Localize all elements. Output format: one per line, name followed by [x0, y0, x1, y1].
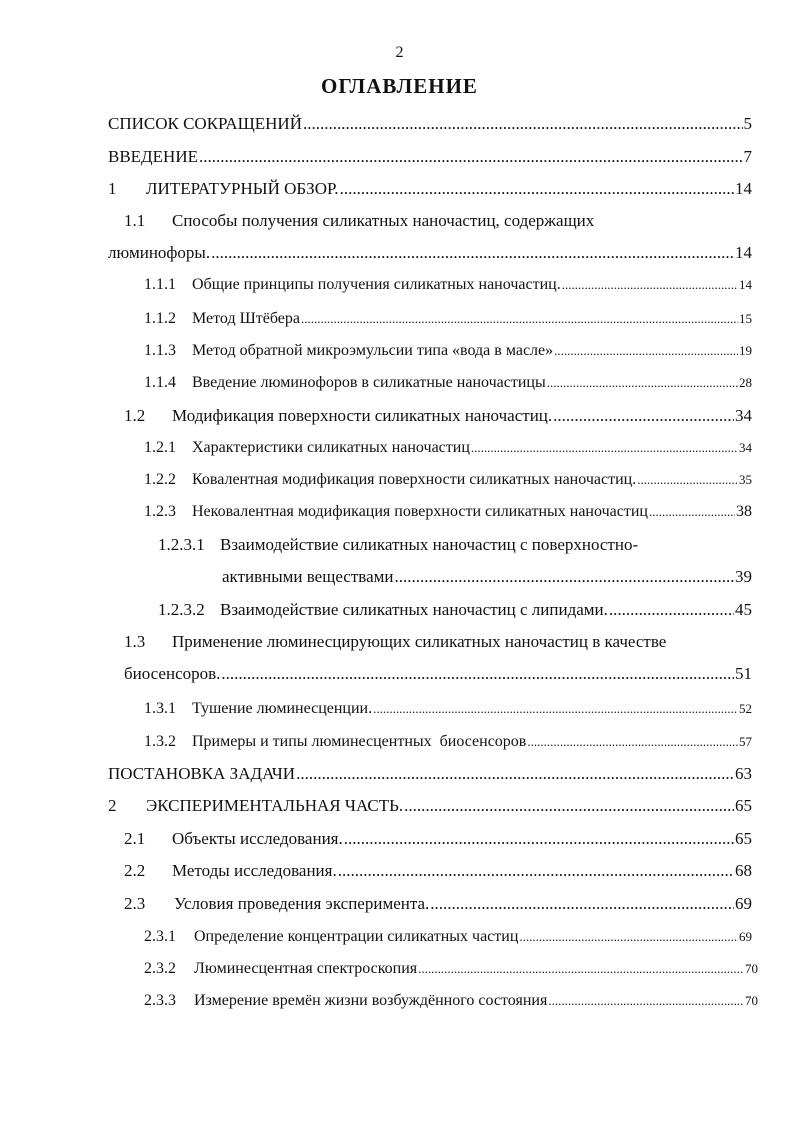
- toc-entry-number: 2.3: [124, 894, 146, 913]
- toc-entry[interactable]: [124, 404, 752, 428]
- toc-entry[interactable]: [108, 145, 752, 169]
- toc-entry-number: 1.2.2: [144, 471, 176, 488]
- toc-entry-number: 1.1: [124, 211, 146, 230]
- toc-leader-dots: [649, 500, 735, 524]
- toc-entry[interactable]: [144, 500, 752, 524]
- toc-entry-number: 1.3: [124, 632, 146, 651]
- toc-leader-dots: [637, 468, 738, 492]
- toc-entry[interactable]: [144, 697, 752, 721]
- toc-entry-text: Модификация поверхности силикатных наночастиц.: [172, 406, 553, 425]
- toc-leader-dots: [554, 339, 738, 363]
- toc-entry-number: 2.3.2: [144, 960, 176, 977]
- toc-entry-page: 38: [736, 503, 752, 520]
- toc-leader-dots: [301, 307, 738, 331]
- toc-entry-text: биосенсоров.: [124, 664, 221, 683]
- toc-entry[interactable]: [144, 730, 752, 754]
- toc-entry-number: 1.2.3.1: [158, 535, 205, 554]
- toc-entry-page: 45: [735, 600, 752, 619]
- toc-entry[interactable]: [144, 273, 752, 297]
- toc-entry-page: 35: [739, 472, 752, 487]
- toc-entry-page: 51: [735, 664, 752, 683]
- toc-entry-number: 1.3.2: [144, 733, 176, 750]
- toc-entry[interactable]: [124, 859, 752, 883]
- toc-entry-page: 69: [735, 894, 752, 913]
- toc-entry-page: 14: [739, 277, 752, 292]
- toc-entry-text: Метод обратной микроэмульсии типа «вода в масле»: [192, 342, 554, 359]
- toc-entry-text: Способы получения силикатных наночастиц, содержащих: [172, 211, 595, 230]
- toc-entry-text: ПОСТАНОВКА ЗАДАЧИ: [108, 764, 296, 783]
- toc-entry-text: Характеристики силикатных наночастиц: [192, 439, 470, 456]
- page-number: 2: [395, 44, 404, 61]
- toc-entry-page: 34: [735, 406, 752, 425]
- toc-entry-page: 14: [735, 179, 752, 198]
- toc-entry-text: СПИСОК СОКРАЩЕНИЙ: [108, 114, 302, 133]
- toc-entry-text: Объекты исследования.: [172, 829, 343, 848]
- toc-entry-page: 28: [739, 375, 752, 390]
- toc-entry-text: Тушение люминесценции.: [192, 700, 373, 717]
- toc-leader-dots: [211, 241, 734, 265]
- toc-entry-text: Примеры и типы люминесцентных биосенсоров: [192, 733, 527, 750]
- toc-leader-dots: [344, 827, 734, 851]
- toc-leader-dots: [303, 112, 743, 136]
- toc-entry[interactable]: [158, 598, 752, 622]
- toc-entry-text: ЛИТЕРАТУРНЫЙ ОБЗОР.: [146, 179, 339, 198]
- toc-entry-text: Применение люминесцирующих силикатных наночастиц в качестве: [172, 632, 667, 651]
- toc-entry-continuation[interactable]: [222, 565, 752, 589]
- toc-entry-text: Нековалентная модификация поверхности силикатных наночастиц: [192, 503, 648, 520]
- toc-leader-dots: [562, 273, 738, 297]
- toc-entry-text: Ковалентная модификация поверхности силикатных наночастиц.: [192, 471, 637, 488]
- toc-entry-number: 1: [108, 179, 117, 198]
- toc-entry[interactable]: [108, 794, 752, 818]
- toc-entry-page: 57: [739, 734, 752, 749]
- toc-leader-dots: [548, 989, 744, 1013]
- toc-entry-page: 70: [745, 961, 758, 976]
- toc-entry-text: Условия проведения эксперимента.: [174, 894, 430, 913]
- toc-entry-text: ВВЕДЕНИЕ: [108, 147, 198, 166]
- toc-entry[interactable]: [144, 957, 758, 981]
- toc-entry-number: 1.1.3: [144, 342, 176, 359]
- toc-entry-number: 1.2.3: [144, 503, 176, 520]
- toc-entry[interactable]: [158, 533, 752, 557]
- toc-leader-dots: [609, 598, 734, 622]
- toc-entry[interactable]: [144, 371, 752, 395]
- toc-entry-text: Введение люминофоров в силикатные наночастицы: [192, 374, 546, 391]
- toc-entry[interactable]: [144, 307, 752, 331]
- toc-entry-page: 69: [739, 929, 752, 944]
- toc-leader-dots: [418, 957, 744, 981]
- toc-leader-dots: [296, 762, 734, 786]
- toc-leader-dots: [430, 892, 734, 916]
- toc-entry-page: 63: [735, 764, 752, 783]
- toc-leader-dots: [547, 371, 738, 395]
- toc-leader-dots: [373, 697, 738, 721]
- toc-entry[interactable]: [144, 925, 752, 949]
- page-title: ОГЛАВЛЕНИЕ: [321, 74, 478, 98]
- toc-leader-dots: [338, 859, 734, 883]
- toc-entry-text: Взаимодействие силикатных наночастиц с липидами.: [220, 600, 608, 619]
- toc-entry-page: 5: [743, 114, 752, 133]
- toc-leader-dots: [221, 662, 734, 686]
- toc-entry[interactable]: [124, 209, 752, 233]
- toc-entry-number: 1.1.4: [144, 374, 176, 391]
- toc-entry[interactable]: [144, 436, 752, 460]
- toc-entry-number: 2.2: [124, 861, 146, 880]
- toc-entry-number: 2: [108, 796, 117, 815]
- toc-entry-page: 39: [735, 567, 752, 586]
- toc-leader-dots: [340, 177, 734, 201]
- toc-entry[interactable]: [124, 892, 752, 916]
- toc-leader-dots: [471, 436, 738, 460]
- toc-leader-dots: [394, 565, 734, 589]
- toc-entry[interactable]: [108, 177, 752, 201]
- toc-entry-text: Определение концентрации силикатных частиц: [194, 928, 519, 945]
- toc-entry-page: 52: [739, 701, 752, 716]
- toc-entry-number: 1.2.1: [144, 439, 176, 456]
- toc-entry-text: Метод Штёбера: [192, 310, 300, 327]
- toc-entry[interactable]: [108, 762, 752, 786]
- toc-entry-page: 65: [735, 796, 752, 815]
- toc-entry-page: 34: [739, 440, 752, 455]
- toc-entry[interactable]: [144, 989, 758, 1013]
- toc-entry[interactable]: [124, 630, 752, 654]
- toc-entry-page: 19: [739, 343, 752, 358]
- toc-entry-page: 65: [735, 829, 752, 848]
- toc-leader-dots: [404, 794, 734, 818]
- toc-entry-text: Люминесцентная спектроскопия: [194, 960, 418, 977]
- toc-entry-page: 70: [745, 993, 758, 1008]
- toc-entry-number: 2.1: [124, 829, 146, 848]
- toc-entry-continuation[interactable]: [124, 662, 752, 686]
- toc-entry-text: ЭКСПЕРИМЕНТАЛЬНАЯ ЧАСТЬ.: [146, 796, 404, 815]
- toc-entry-page: 14: [735, 243, 752, 262]
- toc-entry-number: 2.3.1: [144, 928, 176, 945]
- toc-entry-number: 1.2: [124, 406, 146, 425]
- toc-entry[interactable]: [124, 827, 752, 851]
- toc-entry-page: 7: [743, 147, 752, 166]
- toc-entry-page: 15: [739, 311, 752, 326]
- toc-leader-dots: [527, 730, 738, 754]
- toc-leader-dots: [199, 145, 743, 169]
- toc-entry-number: 2.3.3: [144, 992, 176, 1009]
- toc-leader-dots: [519, 925, 738, 949]
- toc-entry-text: активными веществами: [222, 567, 394, 586]
- toc-entry-number: 1.2.3.2: [158, 600, 205, 619]
- toc-entry-text: люминофоры.: [108, 243, 211, 262]
- toc-leader-dots: [553, 404, 734, 428]
- toc-entry[interactable]: [144, 339, 752, 363]
- toc-entry-text: Общие принципы получения силикатных наночастиц.: [192, 276, 561, 293]
- toc-entry[interactable]: [108, 112, 752, 136]
- toc-entry-number: 1.1.2: [144, 310, 176, 327]
- toc-entry-text: Методы исследования.: [172, 861, 337, 880]
- toc-entry[interactable]: [144, 468, 752, 492]
- toc-entry-page: 68: [735, 861, 752, 880]
- toc-entry-number: 1.3.1: [144, 700, 176, 717]
- toc-entry-text: Измерение времён жизни возбуждённого состояния: [194, 992, 548, 1009]
- toc-entry-text: Взаимодействие силикатных наночастиц с поверхностно-: [220, 535, 639, 554]
- toc-entry-continuation[interactable]: [108, 241, 752, 265]
- toc-entry-number: 1.1.1: [144, 276, 176, 293]
